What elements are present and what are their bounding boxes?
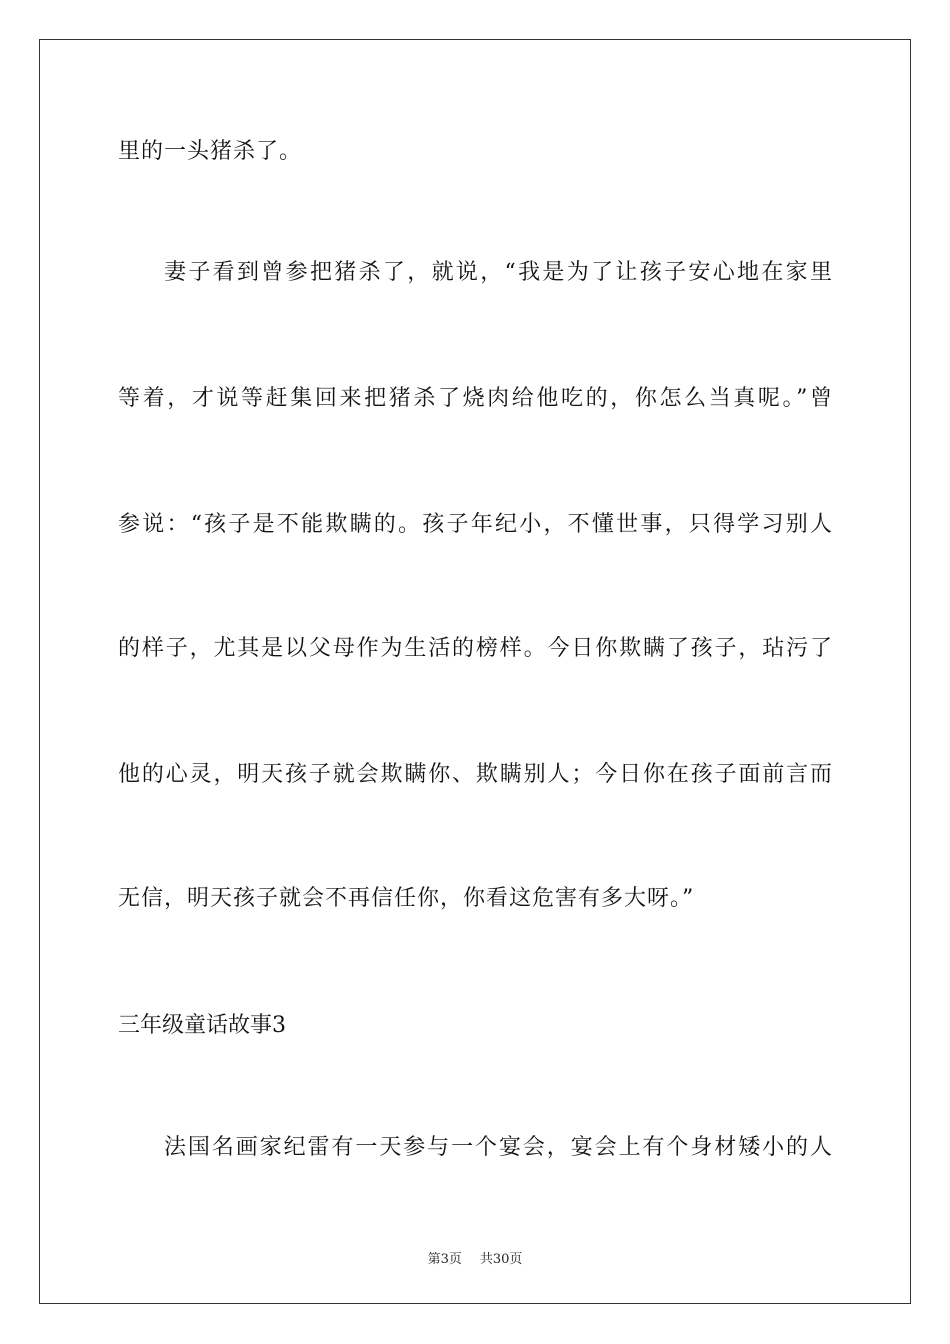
text-line: 里的一头猪杀了。	[118, 139, 303, 164]
section-heading: 三年级童话故事3	[118, 1013, 286, 1038]
text-line: 的样子，尤其是以父母作为生活的榜样。今日你欺瞒了孩子，玷污了	[118, 636, 832, 661]
page-footer	[0, 1248, 950, 1267]
text-line: 无信，明天孩子就会不再信任你，你看这危害有多大呀。”	[118, 886, 695, 911]
text-line: 他的心灵，明天孩子就会欺瞒你、欺瞒别人；今日你在孩子面前言而	[118, 762, 832, 787]
paragraph-first-line: 妻子看到曾参把猪杀了，就说，“我是为了让孩子安心地在家里	[164, 260, 832, 285]
total-pages: 共30页	[479, 1252, 523, 1267]
text-line: 参说：“孩子是不能欺瞒的。孩子年纪小，不懂世事，只得学习别人	[118, 512, 832, 537]
page-border	[39, 39, 911, 1304]
page-number: 第3页	[427, 1252, 462, 1267]
text-line: 等着，才说等赶集回来把猪杀了烧肉给他吃的，你怎么当真呢。”曾	[118, 386, 832, 411]
paragraph-first-line: 法国名画家纪雷有一天参与一个宴会，宴会上有个身材矮小的人	[164, 1135, 832, 1160]
